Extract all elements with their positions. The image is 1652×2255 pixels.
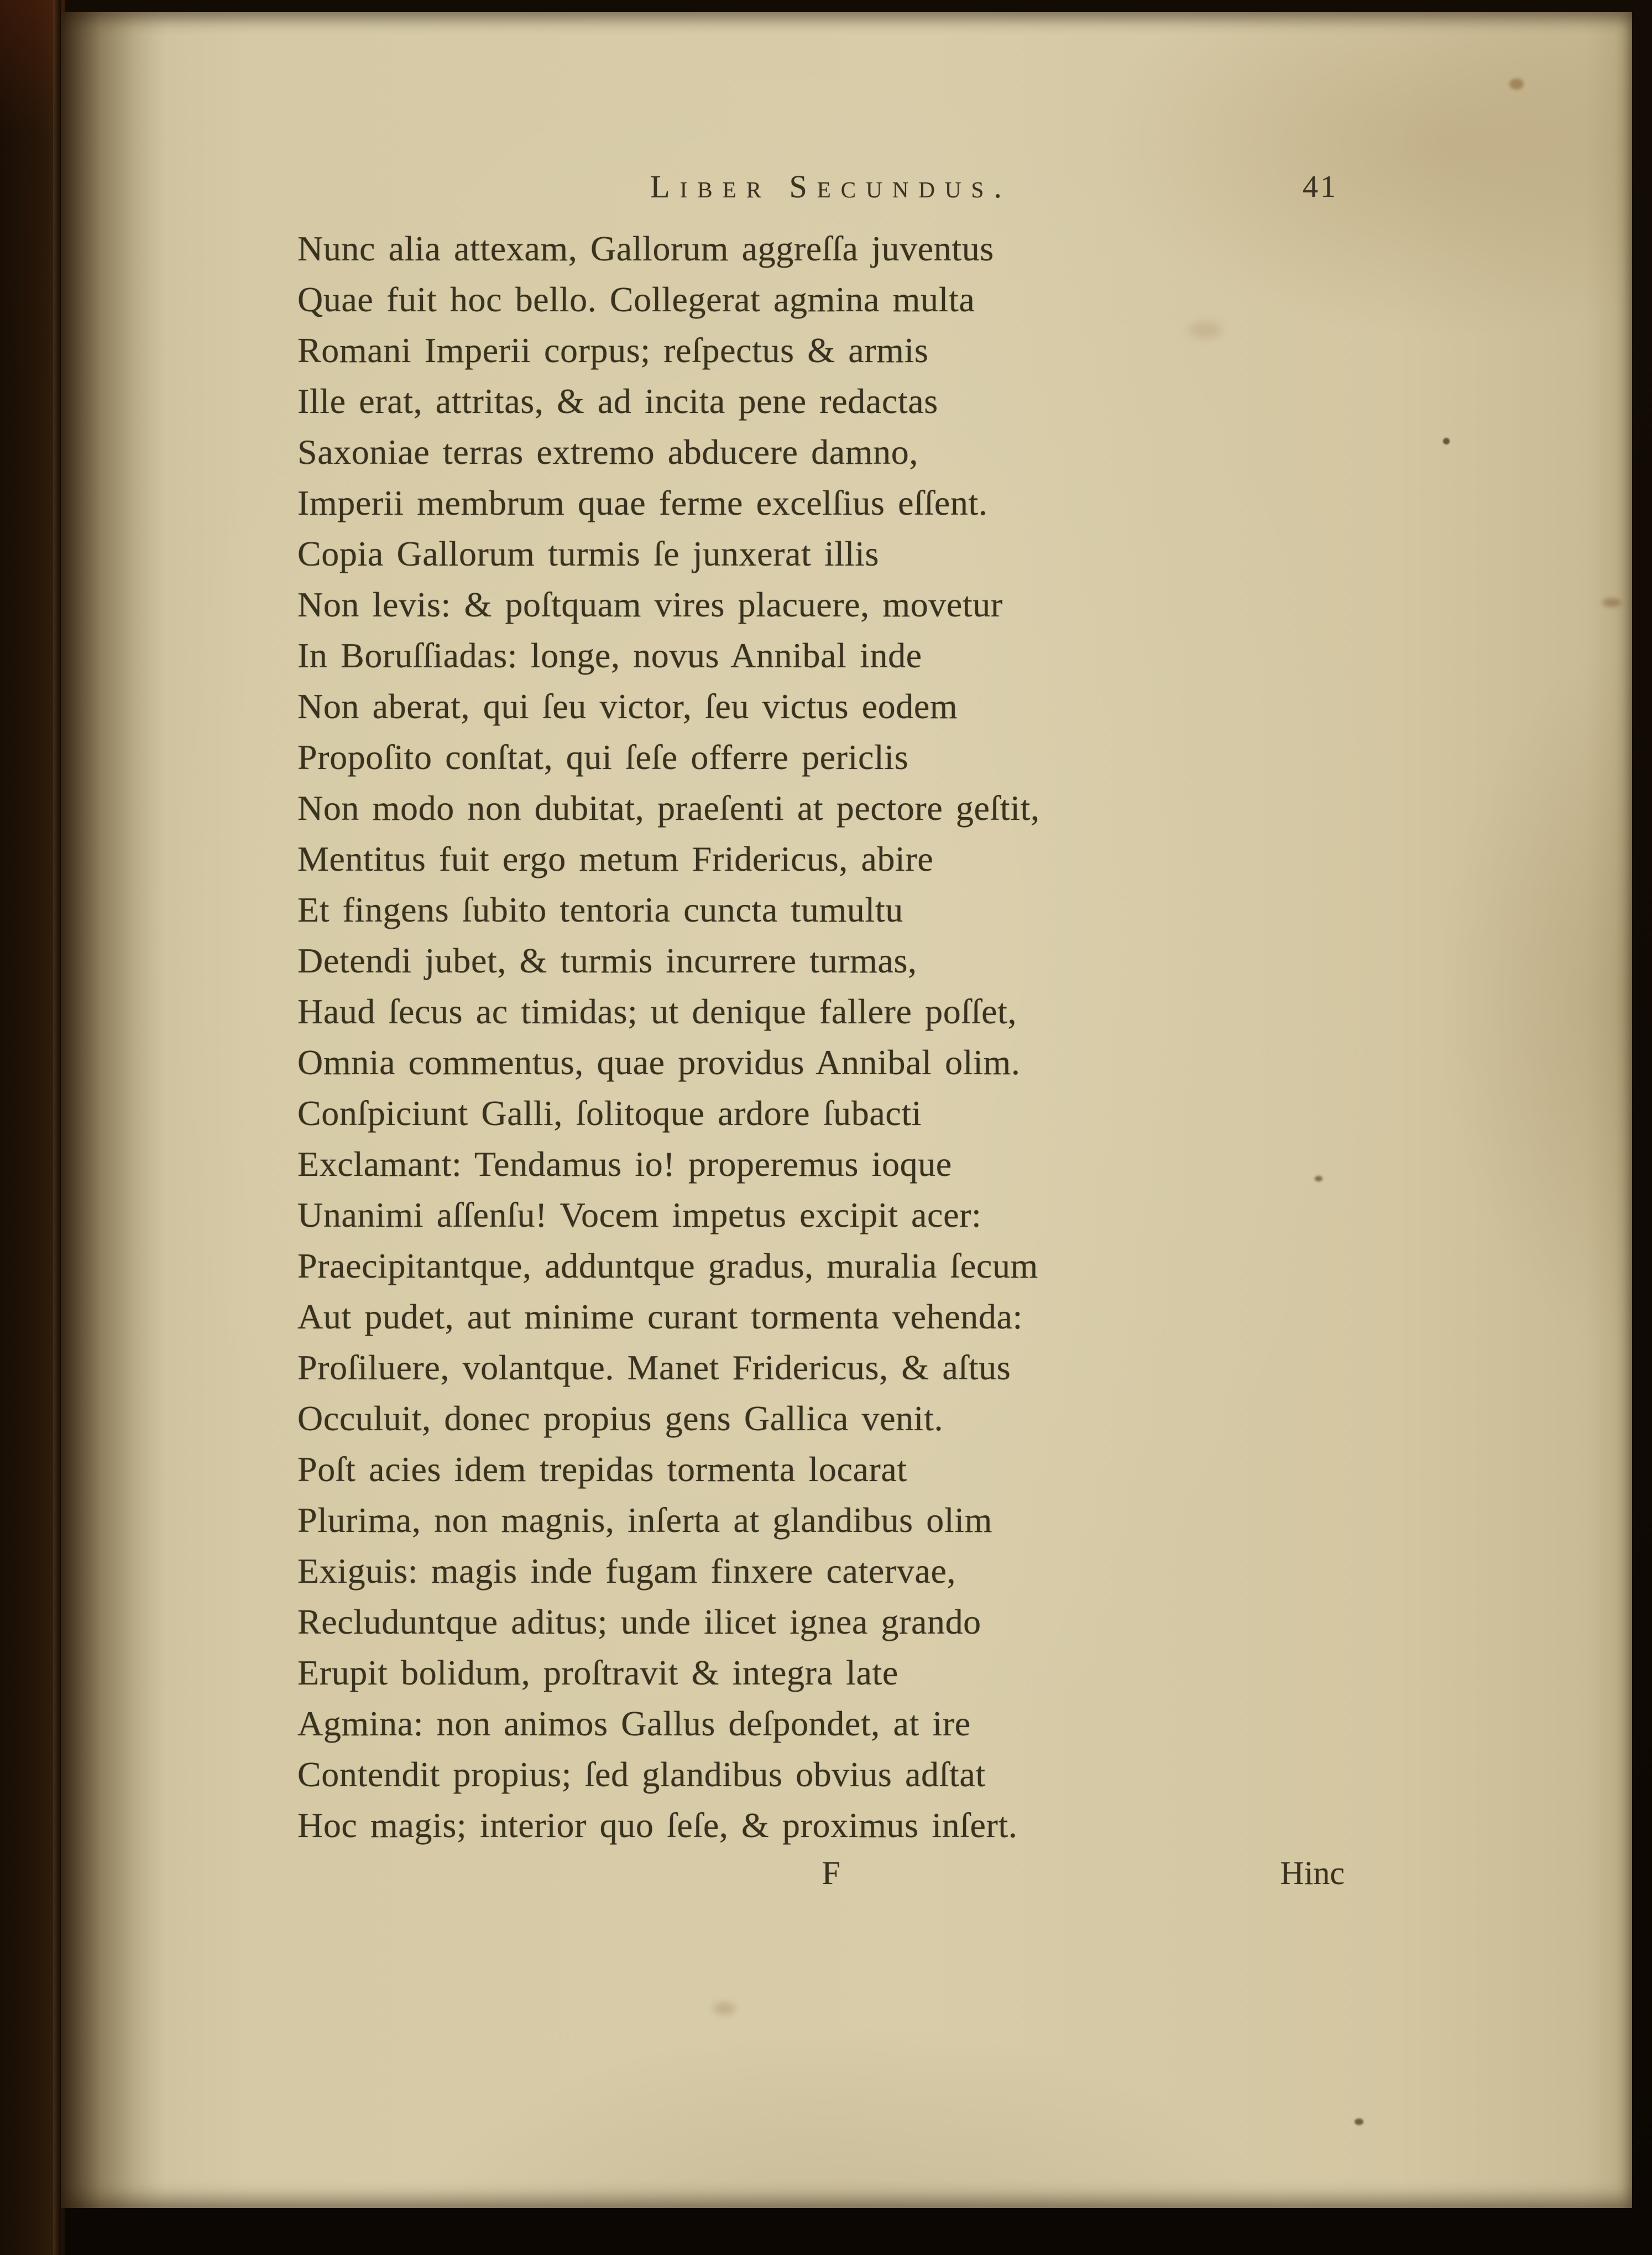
book-page — [61, 12, 1632, 2208]
poem-line: Nunc alia attexam, Gallorum aggreſſa juventus — [297, 229, 994, 268]
age-spot — [1509, 79, 1524, 90]
poem-line: Haud ſecus ac timidas; ut denique fallere poſſet, — [297, 992, 1017, 1031]
running-title: Liber Secundus. — [650, 169, 1012, 205]
poem-line: Ille erat, attritas, & ad incita pene redactas — [297, 381, 938, 421]
page-number: 41 — [1303, 170, 1338, 204]
poem-line: Unanimi aſſenſu! Vocem impetus excipit acer: — [297, 1195, 982, 1234]
poem-line: Occuluit, donec propius gens Gallica venit. — [297, 1399, 944, 1438]
page-header — [297, 168, 1365, 212]
age-spot — [1602, 598, 1621, 607]
poem-line: Exclamant: Tendamus io! properemus ioque — [297, 1144, 952, 1184]
poem-line: Quae fuit hoc bello. Collegerat agmina multa — [297, 280, 975, 319]
poem-line: Aut pudet, aut minime curant tormenta vehenda: — [297, 1297, 1023, 1336]
poem-line: Recluduntque aditus; unde ilicet ignea grando — [297, 1602, 981, 1641]
poem-text — [297, 223, 1365, 1851]
page-footer — [297, 1854, 1365, 1898]
poem-line: Copia Gallorum turmis ſe junxerat illis — [297, 534, 880, 573]
poem-line: Imperii membrum quae ferme excelſius eſſent. — [297, 483, 988, 522]
poem-line: Et fingens ſubito tentoria cuncta tumultu — [297, 890, 903, 929]
poem-line: Non levis: & poſtquam vires placuere, movetur — [297, 585, 1003, 624]
poem-line: Non aberat, qui ſeu victor, ſeu victus eodem — [297, 687, 958, 726]
poem-line: Propoſito conſtat, qui ſeſe offerre periclis — [297, 737, 909, 777]
poem-line: Proſiluere, volantque. Manet Fridericus, & aſtus — [297, 1348, 1011, 1387]
poem-line: In Boruſſiadas: longe, novus Annibal inde — [297, 636, 922, 675]
poem-line: Detendi jubet, & turmis incurrere turmas, — [297, 941, 917, 980]
poem-line: Exiguis: magis inde fugam finxere catervae, — [297, 1551, 956, 1590]
poem-line: Contendit propius; ſed glandibus obvius adſtat — [297, 1755, 986, 1794]
poem-line: Agmina: non animos Gallus deſpondet, at ire — [297, 1704, 971, 1743]
poem-line: Mentitus fuit ergo metum Fridericus, abire — [297, 839, 934, 878]
poem-line: Saxoniae terras extremo abducere damno, — [297, 432, 918, 472]
poem-line: Erupit bolidum, proſtravit & integra late — [297, 1653, 898, 1692]
poem-line: Non modo non dubitat, praeſenti at pectore geſtit, — [297, 788, 1040, 828]
poem-line: Plurima, non magnis, inſerta at glandibus olim — [297, 1500, 993, 1540]
poem-line: Poſt acies idem trepidas tormenta locarat — [297, 1450, 907, 1489]
poem-line: Omnia commentus, quae providus Annibal olim. — [297, 1043, 1021, 1082]
binding-edge — [53, 0, 61, 2255]
signature-mark: F — [822, 1855, 840, 1891]
poem-line: Praecipitantque, adduntque gradus, muralia ſecum — [297, 1246, 1038, 1285]
poem-line: Conſpiciunt Galli, ſolitoque ardore ſubacti — [297, 1094, 922, 1133]
poem-line: Hoc magis; interior quo ſeſe, & proximus inſert. — [297, 1806, 1018, 1845]
text-area — [297, 12, 1365, 2208]
gutter-shadow — [61, 12, 166, 2208]
poem-line: Romani Imperii corpus; reſpectus & armis — [297, 331, 929, 370]
age-spot — [1443, 438, 1450, 444]
catchword: Hinc — [1280, 1855, 1345, 1891]
